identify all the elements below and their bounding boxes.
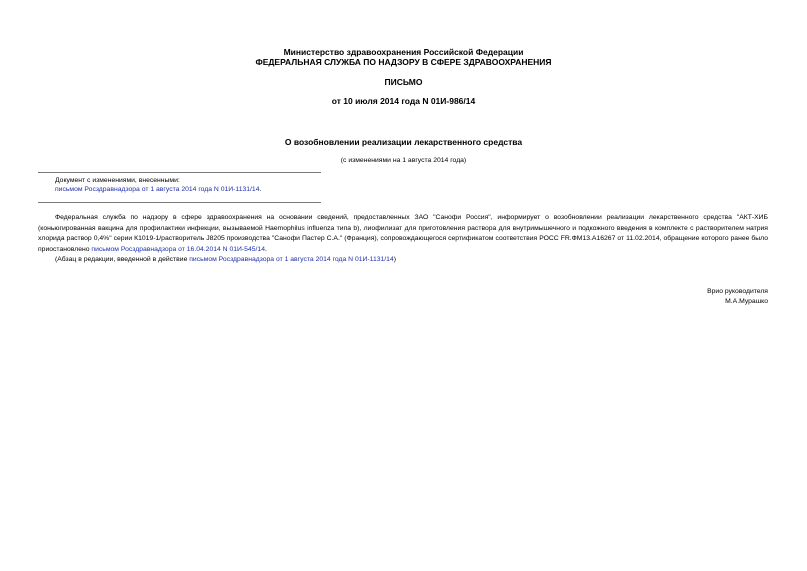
changes-reference-suffix: . [259, 186, 262, 193]
amendment-note [55, 256, 396, 264]
signatory-name: М.А.Мурашко [725, 298, 768, 305]
changes-top-rule [38, 172, 321, 173]
ministry-name: Министерство здравоохранения Российской Федерации [283, 47, 524, 57]
revision-note: (с изменениями на 1 августа 2014 года) [340, 157, 467, 164]
changes-bottom-rule [38, 202, 321, 203]
body-reference-suffix: . [264, 245, 267, 253]
changes-intro: Документ с изменениями, внесенными: [55, 177, 180, 184]
body-reference-link[interactable]: письмом Росздравнадзора от 16.04.2014 N 01И-545/14 [91, 245, 265, 253]
changes-reference-link[interactable]: письмом Росздравнадзора от 1 августа 2014 года N 01И-1131/14 [55, 186, 260, 193]
amendment-link[interactable]: письмом Росздравнадзора от 1 августа 2014 года N 01И-1131/14 [189, 256, 394, 263]
service-name: ФЕДЕРАЛЬНАЯ СЛУЖБА ПО НАДЗОРУ В СФЕРЕ ЗДРАВООХРАНЕНИЯ [255, 57, 552, 67]
document-type: ПИСЬМО [384, 77, 423, 87]
amendment-prefix: (Абзац в редакции, введенной в действие [55, 256, 190, 263]
body-paragraph [38, 213, 768, 255]
document-title: О возобновлении реализации лекарственного средства [284, 137, 523, 147]
body-paragraph-text: Федеральная служба по надзору в сфере здравоохранения на основании сведений, предоставленных ЗАО "Санофи Россия", информирует о возобновлении реализации лекарственного средства "АКТ-ХИБ (коньюгированная вакцина для профилактики инфекции, вызываемой Haemophilus influenza типа b), лиофилизат для приготовления раствора для внутримышечного и подкожного введения в комплекте с растворителем натрия хлорида раствор 0,4%" серии К1019-1/растворитель J8205 производства "Санофи Пастер С.А." (Франция), сопровождающегося сертификатом соответствия РОСС FR.ФМ13.А16267 от 11.02.2014, обращение которого ранее было приостановлено [38, 214, 768, 253]
changes-reference [55, 186, 261, 194]
document-date-number: от 10 июля 2014 года N 01И-986/14 [331, 96, 476, 106]
amendment-suffix: ) [393, 256, 397, 263]
signatory-position: Врио руководителя [707, 288, 768, 295]
